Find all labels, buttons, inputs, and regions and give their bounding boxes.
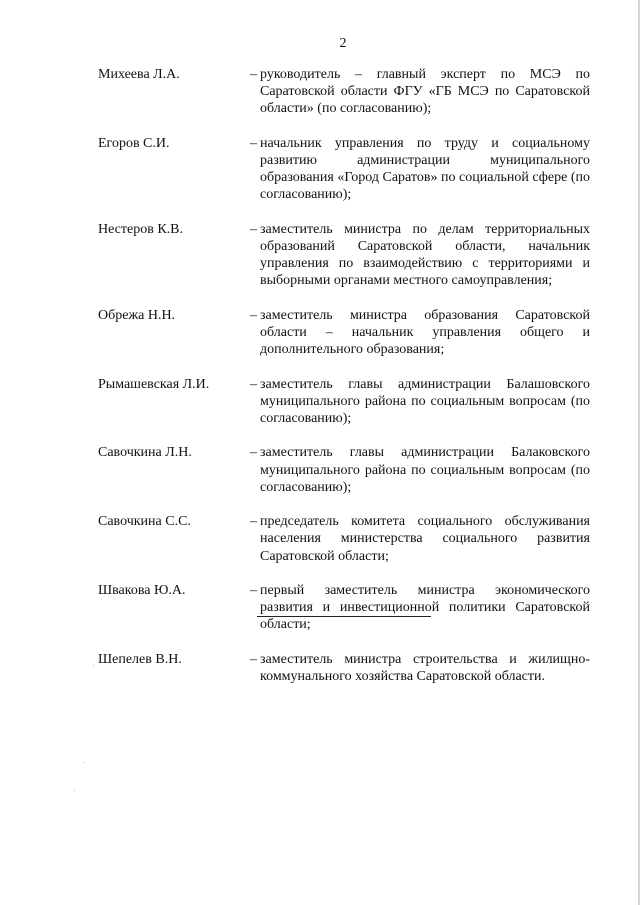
member-description-block	[250, 444, 590, 496]
dash: –	[250, 135, 257, 151]
page-number: 2	[339, 36, 347, 51]
member-name: Савочкина Л.Н.	[98, 445, 192, 461]
dash: –	[250, 67, 257, 82]
member-description-block	[250, 651, 590, 685]
member-row	[98, 66, 590, 118]
member-description: заместитель главы администрации Балашовского муниципального района по социальным вопросам (по согласованию);	[260, 376, 590, 426]
member-description: заместитель министра строительства и жилищно-коммунального хозяйства Саратовской области.	[260, 651, 590, 684]
member-name: Шепелев В.Н.	[98, 651, 182, 667]
member-description: заместитель министра по делам территориальных образований Саратовской области, начальник управления по взаимодействию с территориями и выборными органами местного самоуправления;	[260, 221, 590, 289]
member-description-block	[250, 221, 590, 290]
member-description: председатель комитета социального обслуживания населения министерства социального развития Саратовской области;	[260, 514, 590, 564]
member-row	[98, 651, 590, 685]
dash: –	[250, 582, 257, 598]
member-name: Швакова Ю.А.	[98, 582, 186, 598]
member-name: Рымашевская Л.И.	[98, 376, 210, 392]
member-description-block	[250, 307, 590, 359]
scan-speck	[83, 762, 84, 763]
dash: –	[250, 514, 257, 530]
member-description: начальник управления по труду и социальному развитию администрации муниципального образования «Город Саратов» по социальной сфере (по согласованию);	[260, 135, 590, 203]
member-name: Егоров С.И.	[98, 135, 170, 151]
members-list	[98, 66, 590, 702]
member-description-block	[250, 376, 590, 428]
member-description-block	[250, 582, 590, 634]
member-description-block	[250, 513, 590, 565]
member-row	[98, 135, 590, 204]
member-description: заместитель главы администрации Балаковского муниципального района по социальным вопросам (по согласованию);	[260, 445, 590, 495]
member-description-block	[250, 66, 590, 118]
scan-speck	[93, 665, 94, 666]
member-description-block	[250, 135, 590, 204]
member-name: Михеева Л.А.	[98, 67, 180, 82]
member-row	[98, 513, 590, 565]
dash: –	[250, 307, 257, 323]
member-description: первый заместитель министра экономического развития и инвестиционной политики Саратовской области;	[260, 582, 590, 633]
member-row	[98, 221, 590, 290]
member-description: руководитель – главный эксперт по МСЭ по Саратовской области ФГУ «ГБ МСЭ по Саратовской области» (по согласованию);	[260, 67, 590, 117]
scan-speck	[74, 790, 75, 791]
dash: –	[250, 445, 257, 461]
member-description: заместитель министра образования Саратовской области – начальник управления общего и дополнительного образования;	[260, 307, 590, 358]
member-row	[98, 307, 590, 359]
dash: –	[250, 221, 257, 237]
member-row	[98, 376, 590, 428]
dash: –	[250, 651, 257, 667]
closing-line	[257, 616, 431, 617]
member-name: Нестеров К.В.	[98, 221, 184, 237]
dash: –	[250, 376, 257, 392]
member-name: Савочкина С.С.	[98, 514, 191, 530]
member-row	[98, 582, 590, 634]
member-row	[98, 444, 590, 496]
member-name: Обрежа Н.Н.	[98, 307, 176, 323]
